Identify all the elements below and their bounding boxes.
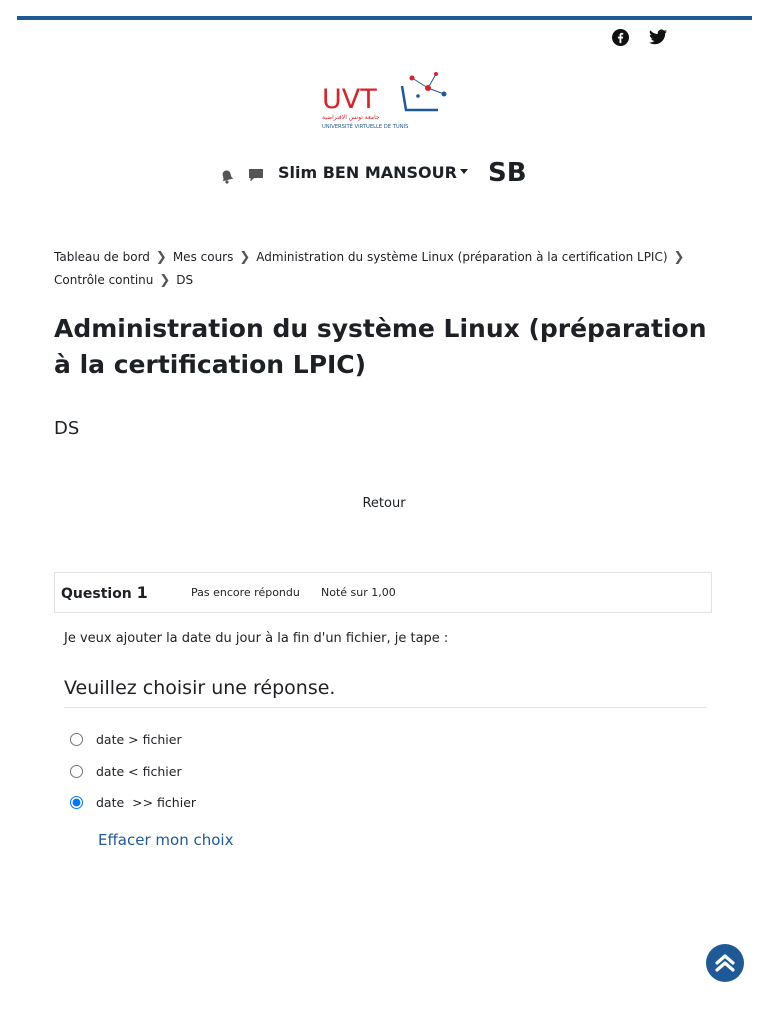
breadcrumb-item-dashboard[interactable]: Tableau de bord bbox=[54, 250, 150, 264]
answer-label-2: date < fichier bbox=[96, 764, 182, 779]
top-accent-bar bbox=[17, 16, 752, 20]
question-number-label bbox=[61, 583, 148, 602]
answer-radio-3[interactable] bbox=[70, 796, 83, 809]
back-to-top-button[interactable] bbox=[706, 944, 744, 982]
page-title: Administration du système Linux (préparation à la certification LPIC) bbox=[54, 314, 707, 379]
back-link[interactable]: Retour bbox=[362, 496, 406, 511]
messages-icon[interactable] bbox=[248, 168, 264, 187]
logo-arabic-line: جامعة تونس الافتراضية bbox=[322, 114, 380, 121]
answer-label-1: date > fichier bbox=[96, 732, 182, 747]
breadcrumb-item-my-courses[interactable]: Mes cours bbox=[172, 250, 234, 264]
twitter-icon[interactable] bbox=[647, 26, 669, 48]
question-grade: Noté sur 1,00 bbox=[321, 586, 396, 599]
answer-option-2[interactable] bbox=[70, 764, 182, 779]
breadcrumb-item-current[interactable]: DS bbox=[176, 273, 194, 287]
breadcrumb-item-section[interactable]: Contrôle continu bbox=[54, 273, 154, 287]
answer-option-1[interactable] bbox=[70, 732, 182, 747]
notification-bell-icon[interactable] bbox=[220, 169, 234, 188]
breadcrumb-item-course[interactable]: Administration du système Linux (préparation à la certification LPIC) bbox=[256, 250, 668, 264]
chevron-right-icon: ❯ bbox=[155, 250, 167, 265]
logo-french-line: UNIVERSITÉ VIRTUELLE DE TUNIS bbox=[322, 124, 409, 130]
user-name: Slim BEN MANSOUR bbox=[278, 163, 457, 182]
chevron-right-icon: ❯ bbox=[673, 250, 685, 265]
question-label: Question bbox=[61, 586, 132, 602]
answer-prompt: Veuillez choisir une réponse. bbox=[64, 677, 706, 708]
avatar[interactable]: SB bbox=[488, 158, 527, 188]
chevron-up-double-icon bbox=[713, 952, 737, 974]
chevron-down-icon bbox=[460, 169, 468, 174]
question-number: 1 bbox=[136, 583, 148, 602]
facebook-icon[interactable] bbox=[609, 26, 631, 48]
answer-label-3: date >> fichier bbox=[96, 795, 197, 810]
chevron-right-icon: ❯ bbox=[159, 273, 171, 288]
page-subtitle: DS bbox=[54, 418, 80, 439]
answer-radio-1[interactable] bbox=[70, 733, 83, 746]
answer-radio-2[interactable] bbox=[70, 765, 83, 778]
answer-option-3[interactable] bbox=[70, 795, 196, 810]
chevron-right-icon: ❯ bbox=[239, 250, 251, 265]
breadcrumb bbox=[54, 246, 714, 292]
uvt-logo[interactable] bbox=[320, 66, 448, 132]
question-info-box bbox=[54, 572, 712, 613]
user-menu-toggle[interactable] bbox=[278, 163, 468, 182]
question-text: Je veux ajouter la date du jour à la fin d'un fichier, je tape : bbox=[64, 631, 449, 646]
clear-choice-link[interactable]: Effacer mon choix bbox=[98, 831, 234, 849]
question-state: Pas encore répondu bbox=[191, 586, 300, 599]
logo-text: UVT bbox=[322, 84, 377, 115]
